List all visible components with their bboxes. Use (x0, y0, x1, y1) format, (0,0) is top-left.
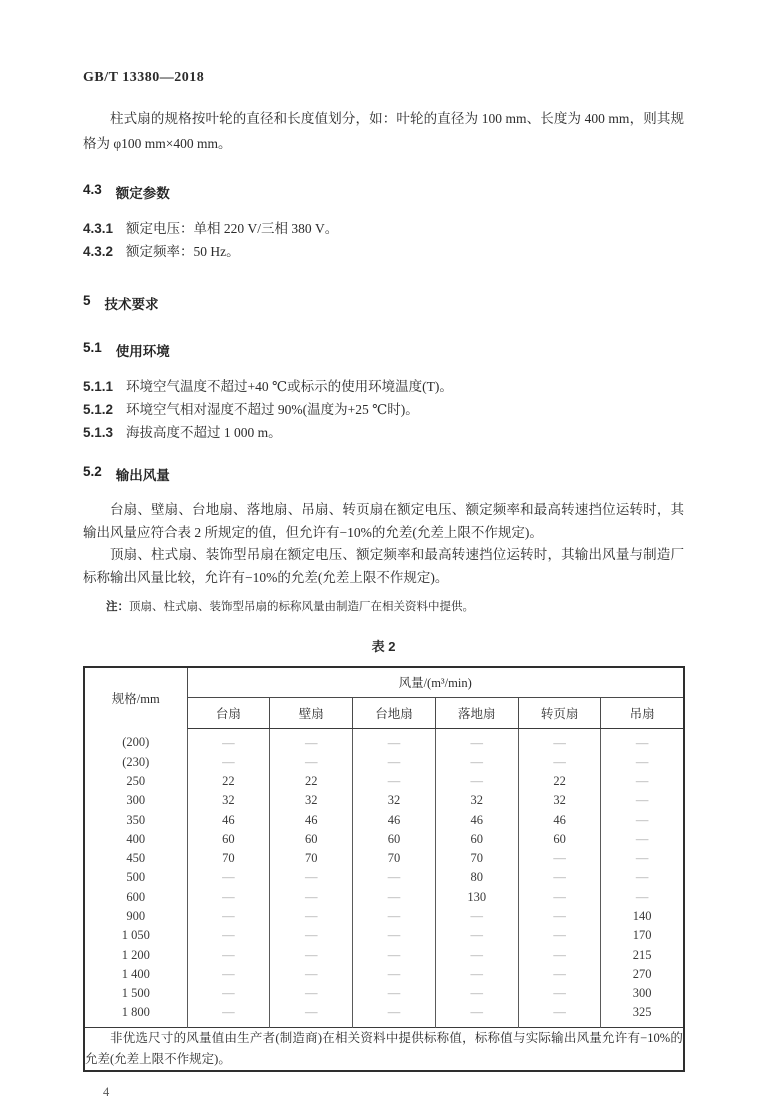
airflow-value-cell: 46 (270, 810, 353, 829)
airflow-value-cell: 80 (435, 868, 518, 887)
heading-5-2 (83, 464, 684, 484)
airflow-value-cell: — (270, 926, 353, 945)
airflow-value-cell: — (518, 868, 601, 887)
note-text: 顶扇、柱式扇、装饰型吊扇的标称风量由制造厂在相关资料中提供。 (129, 601, 474, 613)
column-header-fan-type: 台地扇 (353, 697, 436, 728)
table-row (84, 728, 684, 753)
airflow-value-cell: 70 (435, 849, 518, 868)
airflow-value-cell: 32 (518, 791, 601, 810)
spec-cell: (200) (84, 728, 187, 753)
clause-5-1-3-num: 5.1.3 (83, 425, 114, 440)
clause-note (83, 598, 684, 616)
clause-5-1-1-text: 环境空气温度不超过+40 ℃或标示的使用环境温度(T)。 (126, 379, 453, 394)
airflow-value-cell: — (187, 907, 270, 926)
airflow-value-cell: — (435, 907, 518, 926)
table-footnote-cell (84, 1028, 684, 1072)
table-row (84, 984, 684, 1003)
table-row (84, 888, 684, 907)
table-row (84, 965, 684, 984)
clause-5-1-1 (83, 375, 684, 398)
column-header-fan-type: 转页扇 (518, 697, 601, 728)
page-number: 4 (103, 1085, 110, 1100)
airflow-value-cell: 70 (187, 849, 270, 868)
airflow-value-cell: — (270, 965, 353, 984)
spec-cell: 1 050 (84, 926, 187, 945)
airflow-value-cell: 46 (435, 810, 518, 829)
airflow-value-cell: — (435, 945, 518, 964)
airflow-value-cell: — (635, 773, 649, 788)
airflow-value-cell: — (270, 728, 353, 753)
table-row (84, 791, 684, 810)
airflow-value-cell: — (187, 1003, 270, 1028)
airflow-value-cell: 300 (632, 986, 652, 1001)
airflow-value-cell: — (435, 753, 518, 772)
spec-cell: 900 (84, 907, 187, 926)
heading-5-1-num: 5.1 (83, 340, 102, 355)
airflow-value-cell: 22 (187, 772, 270, 791)
spec-cell: 1 400 (84, 965, 187, 984)
table-footnote-row (84, 1028, 684, 1072)
airflow-value-cell: — (518, 728, 601, 753)
airflow-value-cell: — (435, 1003, 518, 1028)
airflow-value-cell: — (435, 728, 518, 753)
heading-5-2-num: 5.2 (83, 464, 102, 479)
airflow-table-head (84, 667, 684, 728)
airflow-value-cell: — (187, 984, 270, 1003)
airflow-value-cell: 60 (270, 830, 353, 849)
airflow-value-cell: — (435, 984, 518, 1003)
airflow-value-cell: — (635, 735, 649, 750)
airflow-value-cell: 60 (187, 830, 270, 849)
airflow-value-cell: — (353, 945, 436, 964)
airflow-value-cell: — (518, 984, 601, 1003)
airflow-value-cell: — (270, 984, 353, 1003)
airflow-value-cell: — (635, 870, 649, 885)
airflow-value-cell: — (518, 849, 601, 868)
airflow-value-cell: 32 (270, 791, 353, 810)
airflow-value-cell: 170 (632, 928, 652, 943)
airflow-value-cell: — (270, 907, 353, 926)
airflow-value-cell: — (187, 926, 270, 945)
spec-cell: 1 800 (84, 1003, 187, 1028)
airflow-value-cell: — (270, 753, 353, 772)
airflow-value-cell: — (270, 868, 353, 887)
spec-cell: 400 (84, 830, 187, 849)
table-row (84, 753, 684, 772)
airflow-value-cell: — (353, 907, 436, 926)
column-header-fan-type: 台扇 (187, 697, 270, 728)
table-row (84, 772, 684, 791)
heading-5-1 (83, 340, 684, 360)
airflow-value-cell: 22 (270, 772, 353, 791)
airflow-value-cell: — (270, 945, 353, 964)
airflow-value-cell: — (187, 945, 270, 964)
table-row (84, 830, 684, 849)
spec-cell: 1 500 (84, 984, 187, 1003)
table-row (84, 810, 684, 829)
airflow-value-cell: 22 (518, 772, 601, 791)
table-caption: 表 2 (371, 639, 396, 654)
airflow-value-cell: 70 (353, 849, 436, 868)
clause-4-3-2 (83, 240, 684, 263)
airflow-value-cell: — (187, 753, 270, 772)
heading-5-num: 5 (83, 293, 91, 308)
airflow-value-cell: 32 (353, 791, 436, 810)
airflow-table-body (84, 728, 684, 1028)
airflow-value-cell: — (518, 888, 601, 907)
spec-cell: 250 (84, 772, 187, 791)
airflow-value-cell: 32 (187, 791, 270, 810)
spec-cell: (230) (84, 753, 187, 772)
clause-4-3-2-text: 额定频率：50 Hz。 (126, 244, 240, 259)
airflow-value-cell: — (187, 888, 270, 907)
note-label: 注： (106, 601, 129, 613)
airflow-value-cell: 60 (435, 830, 518, 849)
airflow-value-cell: — (353, 753, 436, 772)
airflow-value-cell: 130 (435, 888, 518, 907)
airflow-value-cell: — (187, 868, 270, 887)
spec-cell: 300 (84, 791, 187, 810)
clause-5-1-1-num: 5.1.1 (83, 379, 114, 394)
column-header-fan-type: 落地扇 (435, 697, 518, 728)
airflow-value-cell: 60 (518, 830, 601, 849)
airflow-value-cell: — (635, 754, 649, 769)
table-row (84, 907, 684, 926)
heading-5-2-title: 输出风量 (115, 468, 170, 483)
heading-4-3-num: 4.3 (83, 182, 102, 197)
airflow-value-cell: — (353, 868, 436, 887)
table-row (84, 849, 684, 868)
airflow-value-cell: — (518, 965, 601, 984)
table-footnote-text: 非优选尺寸的风量值由生产者(制造商)在相关资料中提供标称值，标称值与实际输出风量允许有−10%的允差(允差上限不作规定)。 (85, 1031, 683, 1067)
airflow-value-cell: — (270, 888, 353, 907)
airflow-value-cell: 46 (353, 810, 436, 829)
table-row (84, 926, 684, 945)
airflow-value-cell: 70 (270, 849, 353, 868)
airflow-value-cell: — (518, 753, 601, 772)
airflow-value-cell: — (435, 926, 518, 945)
column-header-fan-type: 吊扇 (601, 697, 684, 728)
intro-paragraph: 柱式扇的规格按叶轮的直径和长度值划分，如：叶轮的直径为 100 mm、长度为 400 mm，则其规格为 φ100 mm×400 mm。 (83, 111, 684, 151)
spec-cell: 600 (84, 888, 187, 907)
airflow-value-cell: — (353, 772, 436, 791)
airflow-value-cell: — (270, 1003, 353, 1028)
spec-cell: 350 (84, 810, 187, 829)
airflow-value-cell: — (518, 1003, 601, 1028)
airflow-value-cell: — (635, 831, 649, 846)
airflow-value-cell: — (435, 965, 518, 984)
airflow-value-cell: — (518, 907, 601, 926)
spec-cell: 450 (84, 849, 187, 868)
airflow-value-cell: 325 (632, 1005, 652, 1020)
heading-4-3 (83, 182, 684, 202)
airflow-value-cell: 140 (632, 909, 652, 924)
airflow-value-cell: — (187, 965, 270, 984)
clause-4-3-1-num: 4.3.1 (83, 221, 114, 236)
airflow-value-cell: 32 (435, 791, 518, 810)
table-row (84, 1003, 684, 1028)
airflow-value-cell: — (353, 728, 436, 753)
heading-5-title: 技术要求 (104, 297, 159, 312)
spec-cell: 1 200 (84, 945, 187, 964)
clause-4-3-2-num: 4.3.2 (83, 244, 114, 259)
airflow-value-cell: 60 (353, 830, 436, 849)
airflow-value-cell: — (353, 965, 436, 984)
table-row (84, 945, 684, 964)
airflow-value-cell: — (518, 926, 601, 945)
table-row (84, 868, 684, 887)
paragraph-5-2-2: 顶扇、柱式扇、装饰型吊扇在额定电压、额定频率和最高转速挡位运转时，其输出风量与制造厂标称输出风量比较，允许有−10%的允差(允差上限不作规定)。 (83, 547, 684, 585)
airflow-value-cell: — (635, 793, 649, 808)
airflow-value-cell: 215 (632, 947, 652, 962)
column-header-fan-type: 壁扇 (270, 697, 353, 728)
clause-4-3-1 (83, 217, 684, 240)
airflow-value-cell: — (353, 926, 436, 945)
clause-4-3-1-text: 额定电压：单相 220 V/三相 380 V。 (126, 221, 339, 236)
heading-5-1-title: 使用环境 (115, 344, 170, 359)
airflow-value-cell: — (435, 772, 518, 791)
clause-5-1-3-text: 海拔高度不超过 1 000 m。 (126, 425, 282, 440)
doc-number: GB/T 13380—2018 (83, 70, 205, 85)
spec-cell: 500 (84, 868, 187, 887)
airflow-value-cell: — (353, 1003, 436, 1028)
airflow-value-cell: — (353, 888, 436, 907)
airflow-value-cell: — (518, 945, 601, 964)
airflow-value-cell: — (353, 984, 436, 1003)
airflow-value-cell: — (635, 851, 649, 866)
airflow-value-cell: 46 (187, 810, 270, 829)
airflow-value-cell: — (635, 812, 649, 827)
airflow-value-cell: 270 (632, 966, 652, 981)
paragraph-5-2-1: 台扇、壁扇、台地扇、落地扇、吊扇、转页扇在额定电压、额定频率和最高转速挡位运转时，其输出风量应符合表 2 所规定的值，但允许有−10%的允差(允差上限不作规定)。 (83, 502, 684, 540)
clause-5-1-3 (83, 421, 684, 444)
column-header-spec: 规格/mm (84, 667, 187, 728)
airflow-value-cell: 46 (518, 810, 601, 829)
column-group-header-airflow: 风量/(m³/min) (187, 667, 684, 697)
airflow-value-cell: — (187, 728, 270, 753)
clause-5-1-2-num: 5.1.2 (83, 402, 114, 417)
airflow-value-cell: — (635, 889, 649, 904)
heading-4-3-title: 额定参数 (115, 186, 170, 201)
heading-5 (83, 293, 684, 313)
airflow-table (83, 666, 685, 1072)
clause-5-1-2-text: 环境空气相对湿度不超过 90%(温度为+25 ℃时)。 (126, 402, 419, 417)
clause-5-1-2 (83, 398, 684, 421)
